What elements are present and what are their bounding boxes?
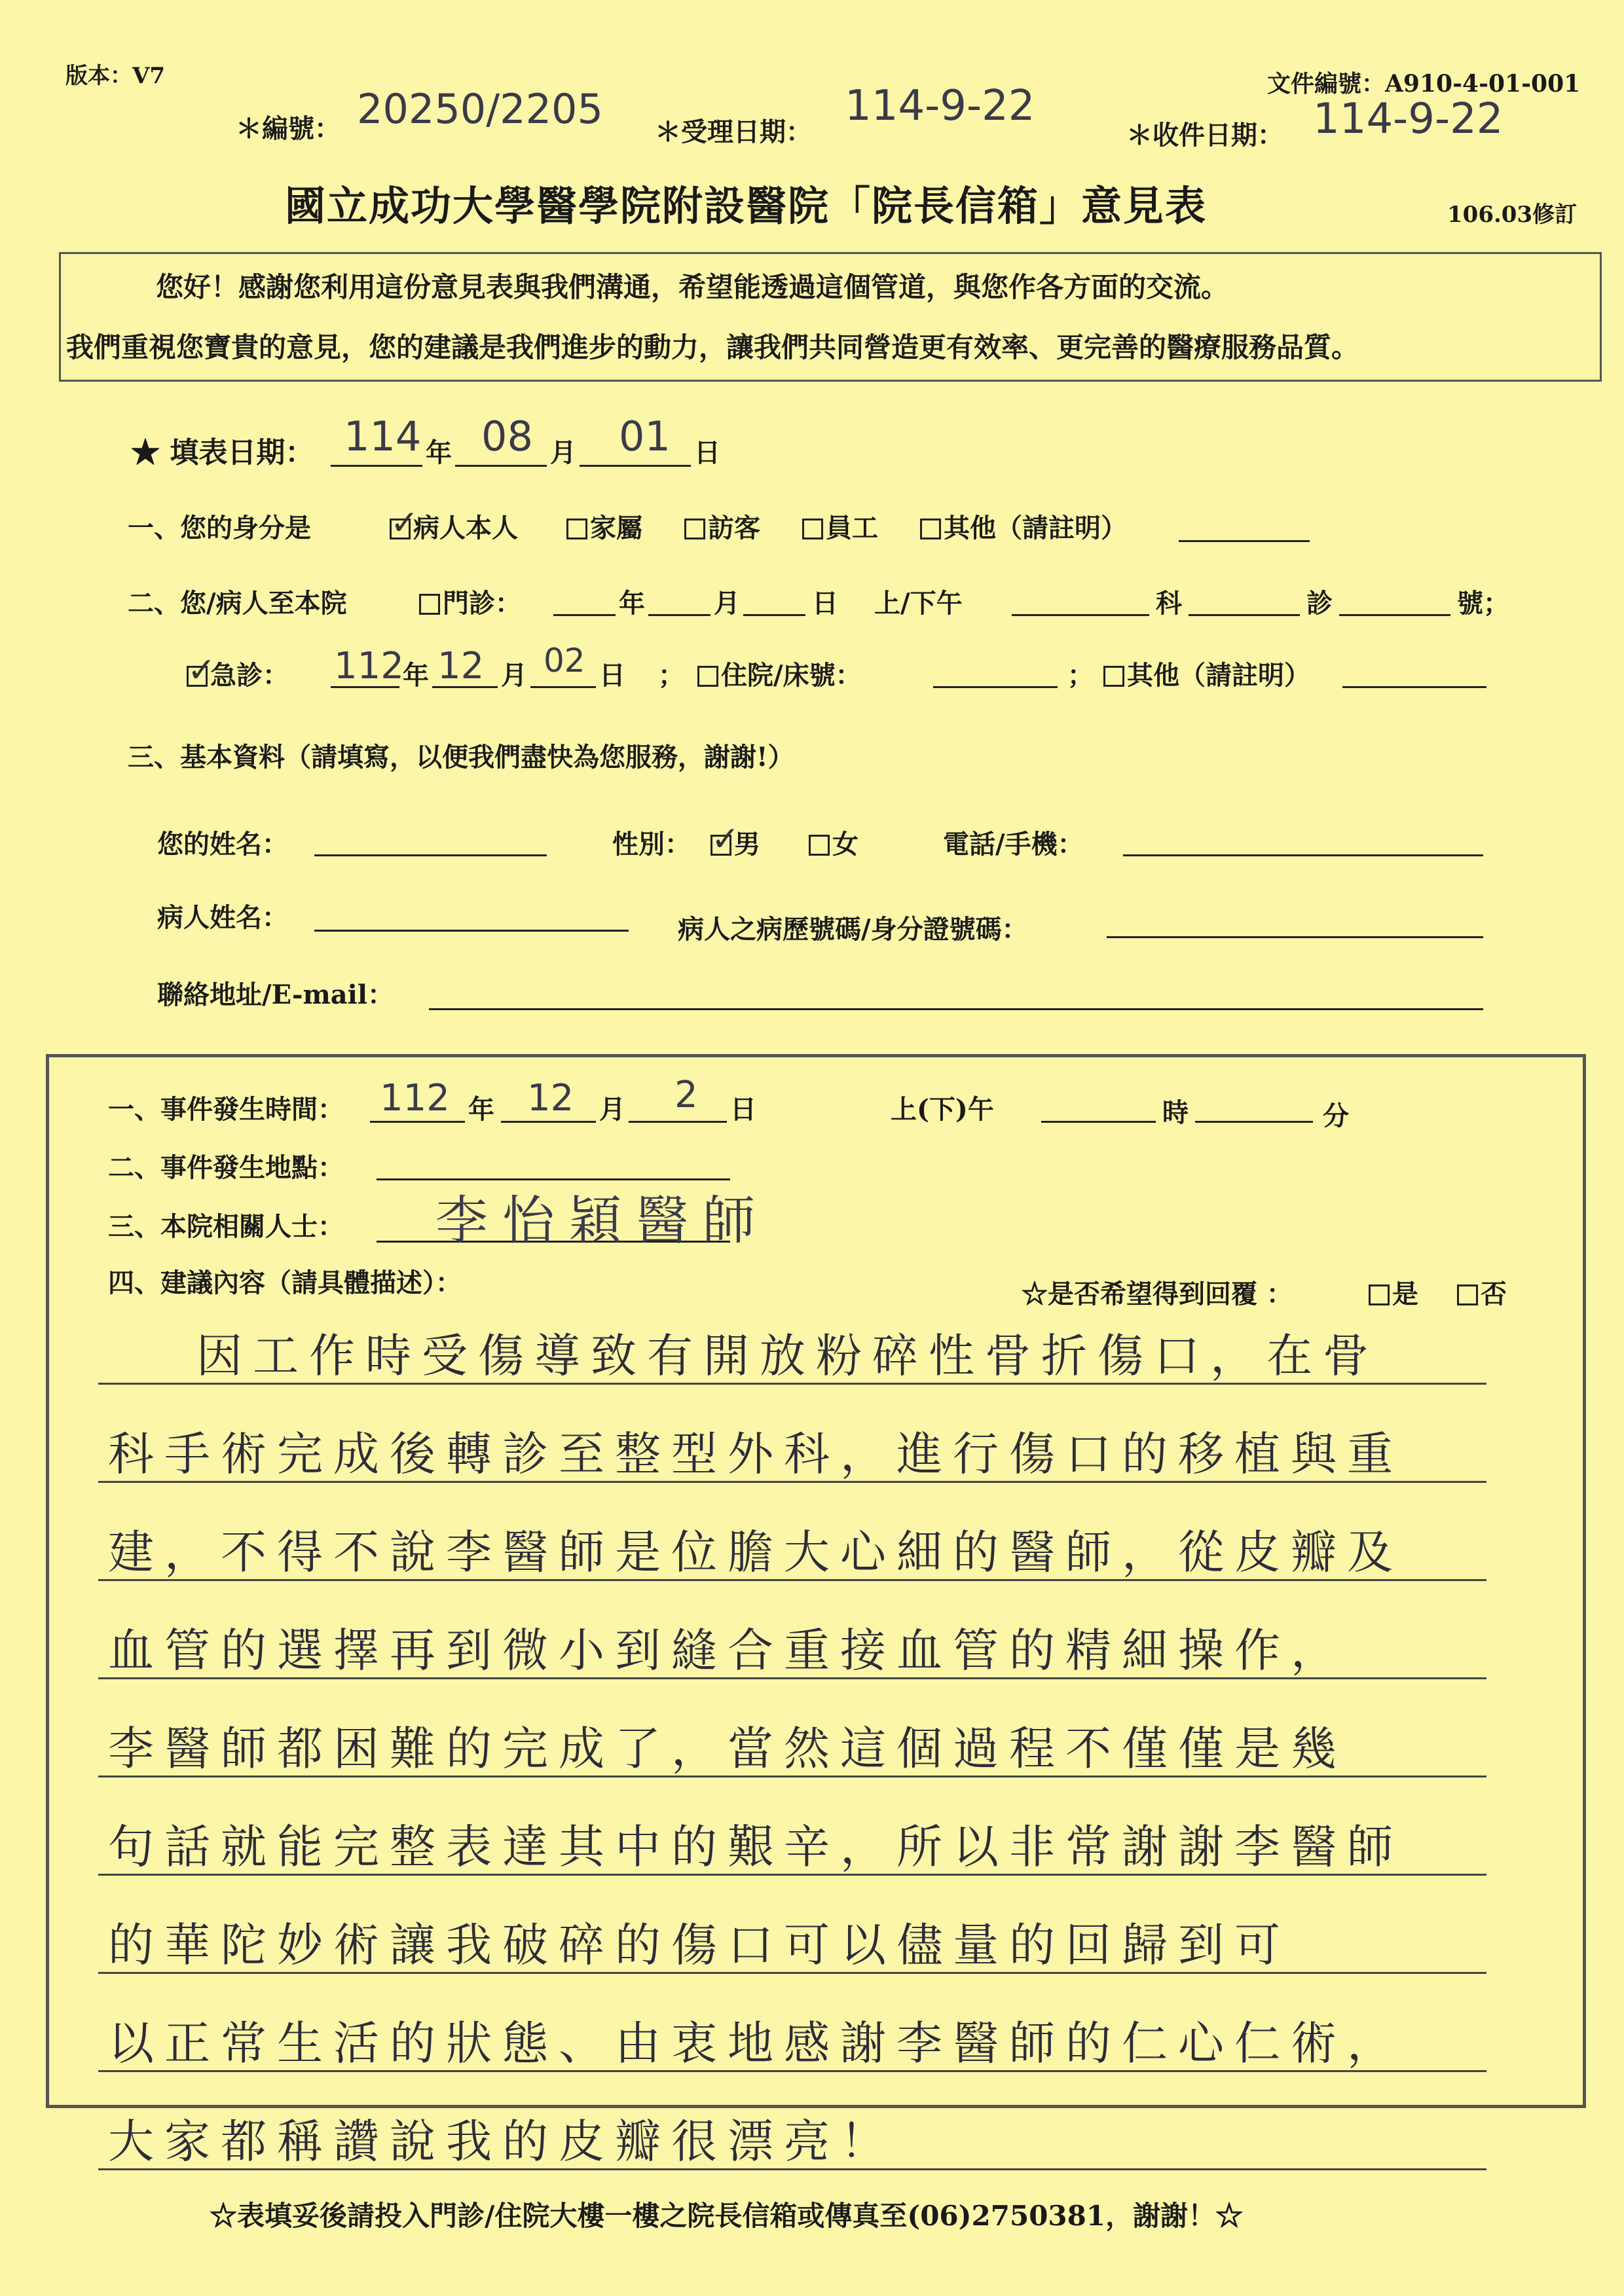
er-year: 112 bbox=[334, 645, 404, 687]
inpatient-semicolon: ； bbox=[1067, 660, 1094, 691]
er-day: 02 bbox=[544, 642, 585, 680]
fill-date-month: 08 bbox=[481, 412, 533, 460]
event-year-line[interactable] bbox=[370, 1121, 465, 1123]
er-year-unit: 年 bbox=[403, 660, 429, 691]
gender-female[interactable]: 女 bbox=[809, 824, 858, 861]
event-month: 12 bbox=[527, 1077, 574, 1120]
outpatient-year-unit: 年 bbox=[619, 588, 645, 619]
event-minute-line[interactable] bbox=[1195, 1121, 1313, 1123]
version-label: 版本：V7 bbox=[65, 63, 166, 89]
collected-date-label: ＊收件日期： bbox=[1126, 120, 1283, 151]
reply-no[interactable]: 否 bbox=[1457, 1273, 1507, 1311]
event-time-label: 一、事件發生時間： bbox=[108, 1094, 344, 1125]
fill-date-day-line[interactable] bbox=[580, 465, 691, 467]
outpatient-number-unit: 號； bbox=[1457, 588, 1509, 619]
gender-male-checkbox[interactable] bbox=[710, 835, 731, 856]
identity-staff-checkbox[interactable] bbox=[802, 519, 823, 539]
er-month-unit: 月 bbox=[501, 660, 527, 691]
record-id-label: 病人之病歷號碼/身分證號碼： bbox=[678, 914, 1028, 945]
visit-label: 二、您/病人至本院 bbox=[128, 588, 347, 619]
identity-other[interactable]: 其他（請註明） bbox=[920, 507, 1127, 545]
er-day-unit: 日 bbox=[599, 660, 625, 691]
fill-date-month-line[interactable] bbox=[455, 465, 547, 467]
visit-other-checkbox[interactable] bbox=[1103, 666, 1124, 687]
event-month-unit: 月 bbox=[599, 1094, 625, 1125]
fill-date-year: 114 bbox=[344, 412, 422, 460]
er-month: 12 bbox=[437, 645, 485, 687]
identity-other-line[interactable] bbox=[1179, 540, 1310, 542]
suggestion-line: 的華陀妙術讓我破碎的傷口可以儘量的回歸到可 bbox=[108, 1918, 1291, 1972]
reply-no-checkbox[interactable] bbox=[1457, 1285, 1478, 1305]
identity-family[interactable]: 家屬 bbox=[566, 507, 642, 545]
event-year-unit: 年 bbox=[468, 1094, 494, 1125]
event-day-line[interactable] bbox=[629, 1121, 727, 1123]
suggestion-line: 科手術完成後轉診至整型外科，進行傷口的移植與重 bbox=[108, 1427, 1403, 1481]
address-label: 聯絡地址/E-mail： bbox=[157, 979, 394, 1010]
er-semicolon: ； bbox=[658, 660, 684, 691]
visit-inpatient-checkbox[interactable] bbox=[697, 666, 718, 687]
your-name-line[interactable] bbox=[314, 854, 547, 856]
identity-family-checkbox[interactable] bbox=[566, 519, 587, 539]
patient-name-label: 病人姓名： bbox=[157, 902, 288, 933]
outpatient-clinic-unit: 診 bbox=[1306, 588, 1333, 619]
visit-emergency[interactable]: ✓急診： bbox=[187, 655, 289, 692]
er-day-line[interactable] bbox=[530, 686, 596, 688]
intro-line-1: 您好！感謝您利用這份意見表與我們溝通，希望能透過這個管道，與您作各方面的交流。 bbox=[156, 271, 1229, 303]
suggestion-line: 句話就能完整表達其中的艱辛，所以非常謝謝李醫師 bbox=[108, 1820, 1403, 1874]
intro-box bbox=[59, 252, 1602, 382]
suggestion-line: 血管的選擇再到微小到縫合重接血管的精細操作， bbox=[108, 1624, 1347, 1677]
fill-date-label: ★ 填表日期： bbox=[131, 436, 314, 469]
outpatient-number-line[interactable] bbox=[1339, 614, 1450, 616]
visit-emergency-checkbox[interactable] bbox=[187, 666, 208, 687]
gender-female-checkbox[interactable] bbox=[809, 835, 830, 856]
footer-note: ☆表填妥後請投入門診/住院大樓一樓之院長信箱或傳真至(06)2750381，謝謝！☆ bbox=[210, 2200, 1244, 2232]
visit-inpatient[interactable]: 住院/床號： bbox=[697, 655, 862, 692]
event-year: 112 bbox=[380, 1077, 450, 1120]
outpatient-dept-line[interactable] bbox=[1012, 614, 1149, 616]
record-id-line[interactable] bbox=[1107, 936, 1483, 938]
fill-date-month-unit: 月 bbox=[550, 437, 576, 468]
outpatient-ampm: 上/下午 bbox=[874, 588, 963, 619]
received-date-label: ＊受理日期： bbox=[655, 117, 812, 147]
your-name-label: 您的姓名： bbox=[157, 829, 288, 860]
identity-patient-self[interactable]: ✓ 病人本人 bbox=[390, 507, 518, 545]
outpatient-day-line[interactable] bbox=[743, 614, 805, 616]
basic-info-label: 三、基本資料（請填寫，以便我們盡快為您服務，謝謝!） bbox=[128, 742, 794, 773]
serial-number-label: ＊編號： bbox=[236, 113, 341, 144]
event-hour-unit: 時 bbox=[1162, 1097, 1189, 1128]
event-minute-unit: 分 bbox=[1323, 1101, 1349, 1131]
received-date-value: 114-9-22 bbox=[845, 82, 1035, 130]
intro-line-2: 我們重視您寶貴的意見，您的建議是我們進步的動力，讓我們共同營造更有效率、更完善的醫療服務品質。 bbox=[66, 331, 1359, 363]
event-ampm: 上(下)午 bbox=[891, 1094, 994, 1125]
identity-label: 一、您的身分是 bbox=[128, 513, 311, 543]
outpatient-year-line[interactable] bbox=[553, 614, 616, 616]
event-hour-line[interactable] bbox=[1041, 1121, 1156, 1123]
fill-date-day: 01 bbox=[619, 412, 671, 460]
reply-yes-checkbox[interactable] bbox=[1369, 1285, 1390, 1305]
collected-date-value: 114-9-22 bbox=[1313, 95, 1504, 143]
address-line[interactable] bbox=[429, 1008, 1483, 1010]
fill-date-year-unit: 年 bbox=[426, 437, 452, 468]
visit-other[interactable]: 其他（請註明） bbox=[1103, 655, 1310, 692]
reply-label: ☆是否希望得到回覆 ： bbox=[1022, 1279, 1293, 1309]
related-person-value: 李怡穎醫師 bbox=[435, 1190, 769, 1251]
gender-label: 性別： bbox=[612, 829, 691, 860]
identity-visitor-checkbox[interactable] bbox=[684, 519, 705, 539]
document-number: 文件編號：A910-4-01-001 bbox=[1267, 70, 1581, 98]
patient-name-line[interactable] bbox=[314, 930, 629, 932]
phone-line[interactable] bbox=[1123, 854, 1483, 856]
fill-date-day-unit: 日 bbox=[694, 437, 720, 468]
identity-staff[interactable]: 員工 bbox=[802, 507, 878, 545]
event-day: 2 bbox=[674, 1074, 698, 1116]
visit-outpatient-checkbox[interactable] bbox=[419, 594, 440, 615]
outpatient-month-unit: 月 bbox=[714, 588, 740, 619]
outpatient-dept-unit: 科 bbox=[1156, 588, 1182, 619]
suggestion-line: 大家都稱讚說我的皮瓣很漂亮！ bbox=[108, 2115, 896, 2168]
fill-date-year-line[interactable] bbox=[331, 465, 422, 467]
suggestion-line: 以正常生活的狀態、由衷地感謝李醫師的仁心仁術， bbox=[108, 2016, 1403, 2070]
identity-visitor[interactable]: 訪客 bbox=[684, 507, 760, 545]
visit-outpatient[interactable]: 門診： bbox=[419, 583, 521, 620]
suggestion-line: 李醫師都困難的完成了，當然這個過程不僅僅是幾 bbox=[108, 1722, 1347, 1776]
phone-label: 電話/手機： bbox=[943, 829, 1084, 860]
reply-yes[interactable]: 是 bbox=[1369, 1273, 1418, 1311]
suggestion-line: 因工作時受傷導致有開放粉碎性骨折傷口，在骨 bbox=[196, 1329, 1379, 1383]
revision-label: 106.03修訂 bbox=[1447, 202, 1578, 228]
related-person-label: 三、本院相關人士： bbox=[108, 1211, 344, 1242]
suggestion-label: 四、建議內容（請具體描述）： bbox=[108, 1267, 462, 1298]
outpatient-day-unit: 日 bbox=[812, 588, 838, 619]
event-day-unit: 日 bbox=[730, 1094, 756, 1125]
outpatient-month-line[interactable] bbox=[648, 614, 710, 616]
event-month-line[interactable] bbox=[501, 1121, 596, 1123]
inpatient-bed-line[interactable] bbox=[933, 686, 1058, 688]
visit-other-line[interactable] bbox=[1342, 686, 1486, 688]
suggestion-line: 建，不得不說李醫師是位膽大心細的醫師，從皮瓣及 bbox=[108, 1525, 1403, 1579]
identity-other-checkbox[interactable] bbox=[920, 519, 941, 539]
identity-patient-self-checkbox[interactable] bbox=[390, 519, 411, 539]
outpatient-clinic-line[interactable] bbox=[1189, 614, 1300, 616]
form-title: 國立成功大學醫學院附設醫院「院長信箱」意見表 bbox=[285, 182, 1208, 230]
serial-number-value: 20250/2205 bbox=[357, 85, 603, 133]
event-place-label: 二、事件發生地點： bbox=[108, 1152, 344, 1183]
gender-male[interactable]: ✓ 男 bbox=[710, 824, 760, 861]
